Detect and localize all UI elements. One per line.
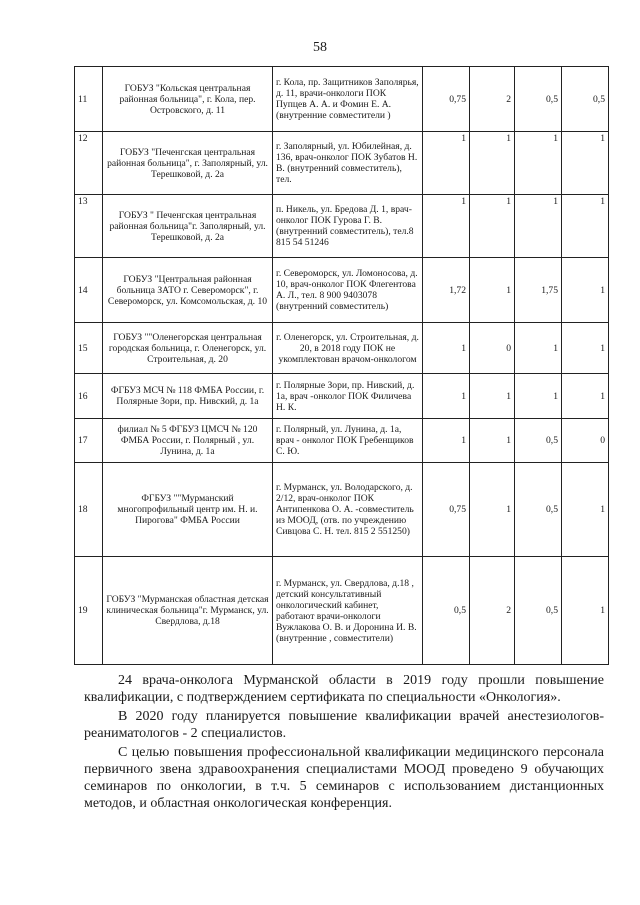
- table-row: [75, 195, 609, 258]
- value-cell-1: 0,75: [423, 67, 470, 132]
- row-number: 18: [75, 463, 103, 557]
- row-number: 15: [75, 323, 103, 374]
- address-cell: г. Полярный, ул. Лунина, д. 1а, врач - онколог ПОК Гребенщиков С. Ю.: [273, 419, 423, 463]
- table-row: [75, 463, 609, 557]
- institution-cell: ГОБУЗ "Печенгская центральная районная больница", г. Заполярный, ул. Терешковой, д. 2а: [103, 132, 273, 195]
- value-cell-4: 1: [562, 557, 609, 665]
- address-cell: г. Оленегорск, ул. Строительная, д. 20, в 2018 году ПОК не укомплектован врачом-онкологом: [273, 323, 423, 374]
- value-cell-4: 1: [562, 323, 609, 374]
- value-cell-2: 1: [470, 463, 515, 557]
- value-cell-1: 1: [423, 323, 470, 374]
- value-cell-1: 1: [423, 419, 470, 463]
- institution-cell: ГОБУЗ "Кольская центральная районная больница", г. Кола, пер. Островского, д. 11: [103, 67, 273, 132]
- institution-cell: ГОБУЗ ""Оленегорская центральная городская больница, г. Оленегорск, ул. Строительная, д. 20: [103, 323, 273, 374]
- institution-cell: ГОБУЗ "Мурманская областная детская клиническая больница"г. Мурманск, ул. Свердлова, д.18: [103, 557, 273, 665]
- value-cell-4: 1: [562, 258, 609, 323]
- paragraph-text: В 2020 году планируется повышение квалификации врачей анестезиологов-реаниматологов - 2 специалистов.: [84, 709, 604, 741]
- table-row: [75, 419, 609, 463]
- value-cell-2: 0: [470, 323, 515, 374]
- value-cell-1: 0,5: [423, 557, 470, 665]
- table-row: [75, 67, 609, 132]
- row-number: 14: [75, 258, 103, 323]
- row-number: 17: [75, 419, 103, 463]
- value-cell-1: 1,72: [423, 258, 470, 323]
- table-row: [75, 323, 609, 374]
- value-cell-2: 1: [470, 374, 515, 419]
- institution-cell: филиал № 5 ФГБУЗ ЦМСЧ № 120 ФМБА России, г. Полярный , ул. Лунина, д. 1а: [103, 419, 273, 463]
- value-cell-3: 0,5: [515, 419, 562, 463]
- value-cell-4: 1: [562, 463, 609, 557]
- value-cell-3: 1,75: [515, 258, 562, 323]
- value-cell-4: 1: [562, 195, 609, 258]
- row-number: 11: [75, 67, 103, 132]
- value-cell-2: 2: [470, 557, 515, 665]
- row-number: 12: [75, 132, 103, 195]
- row-number: 16: [75, 374, 103, 419]
- address-cell: г. Мурманск, ул. Свердлова, д.18 , детский консультативный онкологический кабинет, работают врачи-онкологи Вужлакова О. В. и Доронина И. В. (внутренние , совместители): [273, 557, 423, 665]
- value-cell-2: 1: [470, 195, 515, 258]
- address-cell: г. Заполярный, ул. Юбилейная, д. 136, врач-онколог ПОК Зубатов Н. В. (внутренний совместитель), тел.: [273, 132, 423, 195]
- value-cell-1: 0,75: [423, 463, 470, 557]
- value-cell-3: 1: [515, 132, 562, 195]
- value-cell-1: 1: [423, 195, 470, 258]
- address-cell: г. Полярные Зори, пр. Нивский, д. 1а, врач -онколог ПОК Филичева Н. К.: [273, 374, 423, 419]
- paragraph-seminars: [84, 744, 604, 812]
- address-cell: п. Никель, ул. Бредова Д. 1, врач-онколог ПОК Гурова Г. В. (внутренний совместитель), тел.8 815 54 51246: [273, 195, 423, 258]
- physicians-table: [74, 66, 609, 665]
- value-cell-2: 1: [470, 419, 515, 463]
- value-cell-2: 1: [470, 258, 515, 323]
- value-cell-3: 1: [515, 374, 562, 419]
- value-cell-3: 0,5: [515, 463, 562, 557]
- address-cell: г. Мурманск, ул. Володарского, д. 2/12, врач-онколог ПОК Антипенкова О. А. -совместитель из МООД, (отв. по учреждению Сивцова С. Н. тел. 815 2 551250): [273, 463, 423, 557]
- value-cell-2: 1: [470, 132, 515, 195]
- institution-cell: ФГБУЗ ""Мурманский многопрофильный центр им. Н. и. Пирогова" ФМБА России: [103, 463, 273, 557]
- value-cell-2: 2: [470, 67, 515, 132]
- institution-cell: ГОБУЗ " Печенгская центральная районная больница"г. Заполярный, ул. Терешковой, д. 2а: [103, 195, 273, 258]
- page-number: 58: [313, 40, 327, 55]
- value-cell-3: 1: [515, 323, 562, 374]
- institution-cell: ГОБУЗ "Центральная районная больница ЗАТО г. Североморск", г. Североморск, ул. Комсомольская, д. 10: [103, 258, 273, 323]
- institution-cell: ФГБУЗ МСЧ № 118 ФМБА России, г. Полярные Зори, пр. Нивский, д. 1а: [103, 374, 273, 419]
- row-number: 13: [75, 195, 103, 258]
- paragraph-training-2019: [84, 672, 604, 706]
- value-cell-3: 1: [515, 195, 562, 258]
- value-cell-4: 0: [562, 419, 609, 463]
- address-cell: г. Североморск, ул. Ломоносова, д. 10, врач-онколог ПОК Флегентова А. Л., тел. 8 900 9403078 (внутренний совместитель): [273, 258, 423, 323]
- value-cell-4: 1: [562, 132, 609, 195]
- paragraph-text: 24 врача-онколога Мурманской области в 2019 году прошли повышение квалификации, с подтверждением сертификата по специальности «Онкология».: [84, 673, 604, 705]
- value-cell-3: 0,5: [515, 67, 562, 132]
- value-cell-4: 1: [562, 374, 609, 419]
- address-cell: г. Кола, пр. Защитников Заполярья, д. 11, врачи-онкологи ПОК Пупцев А. А. и Фомин Е. А. (внутренние совместители ): [273, 67, 423, 132]
- value-cell-3: 0,5: [515, 557, 562, 665]
- table-row: [75, 557, 609, 665]
- row-number: 19: [75, 557, 103, 665]
- paragraph-text: С целью повышения профессиональной квалификации медицинского персонала первичного звена здравоохранения специалистами МООД проведено 9 обучающих семинаров по онкологии, в т.ч. 5 семинаров с использованием дистанционных методов, и областная онкологическая конференция.: [84, 745, 604, 811]
- value-cell-4: 0,5: [562, 67, 609, 132]
- table-row: [75, 374, 609, 419]
- table-row: [75, 258, 609, 323]
- value-cell-1: 1: [423, 132, 470, 195]
- value-cell-1: 1: [423, 374, 470, 419]
- paragraph-plan-2020: [84, 708, 604, 742]
- table-row: [75, 132, 609, 195]
